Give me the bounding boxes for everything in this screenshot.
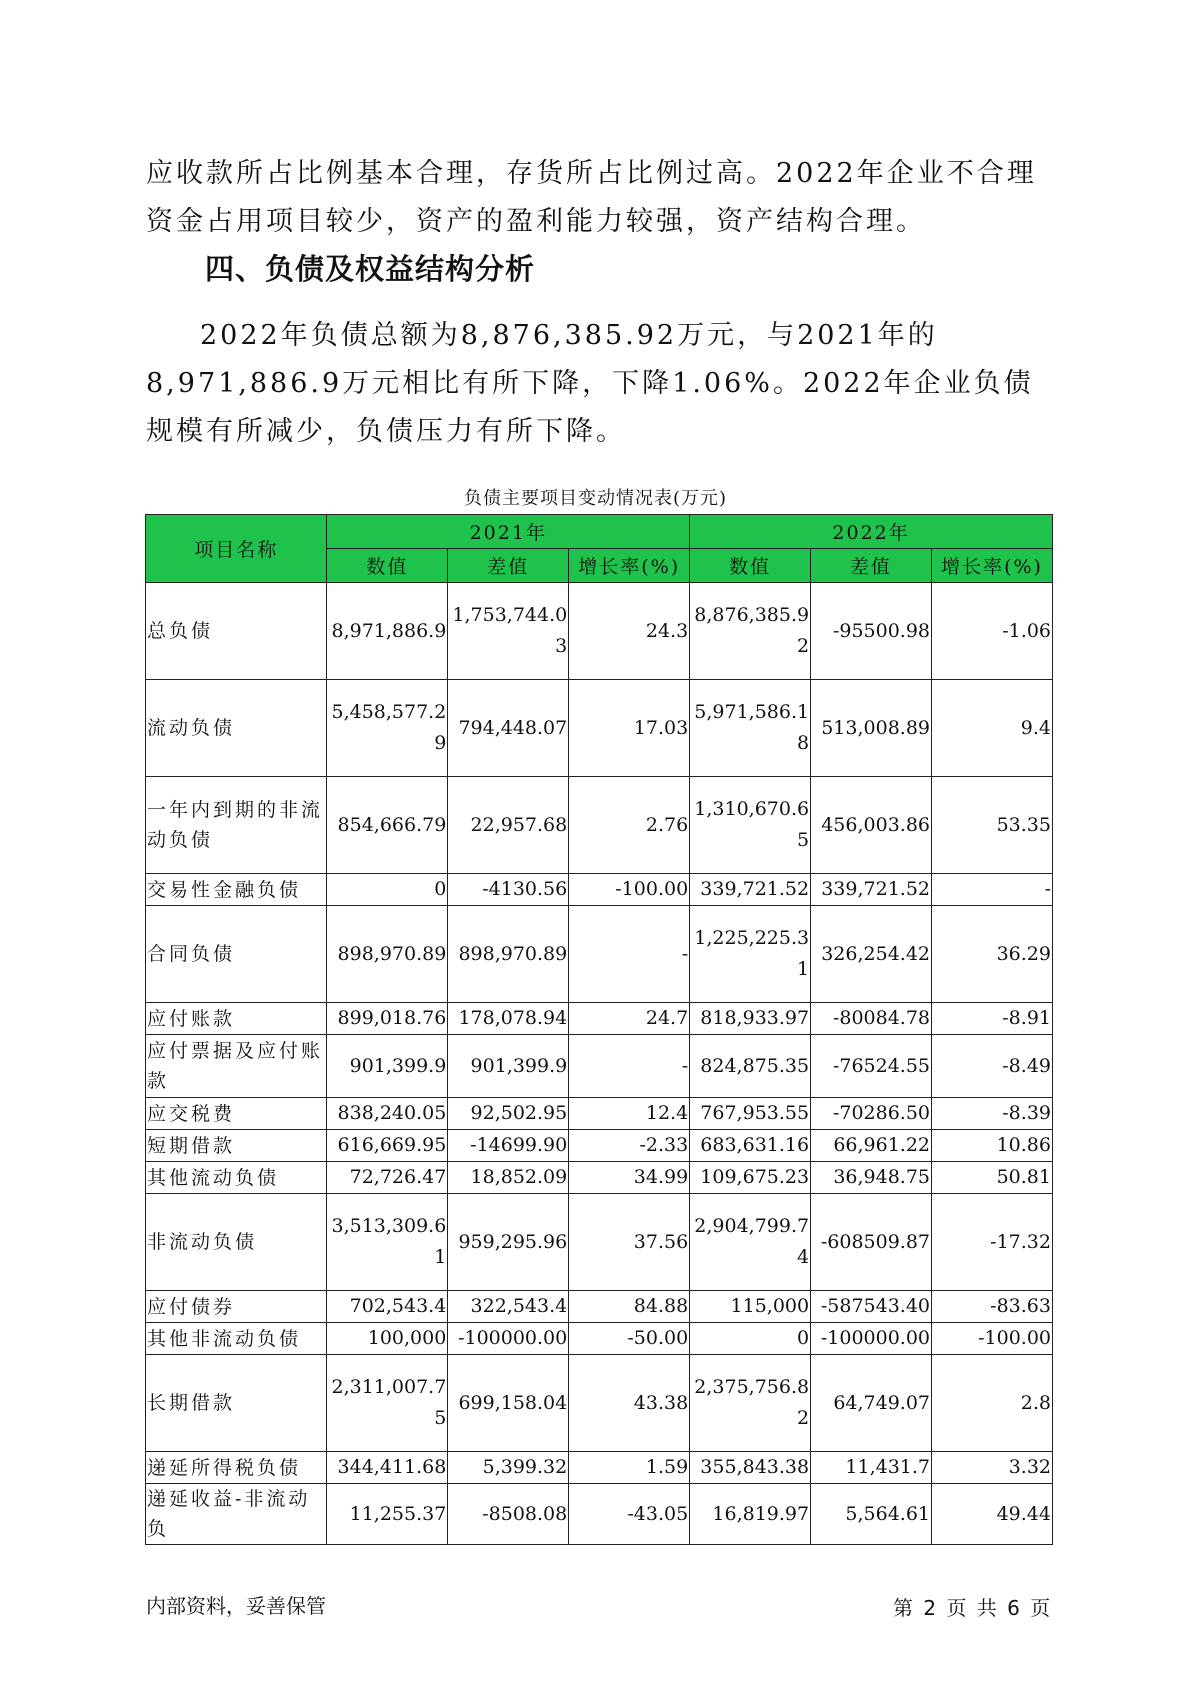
value-2021: 72,726.47 — [327, 1162, 448, 1194]
diff-2021: 18,852.09 — [448, 1162, 569, 1194]
value-2021: 3,513,309.61 — [327, 1194, 448, 1291]
row-name: 短期借款 — [146, 1130, 327, 1162]
value-2022: 2,904,799.74 — [690, 1194, 811, 1291]
value-2021: 344,411.68 — [327, 1452, 448, 1484]
growth-2022: -1.06 — [932, 583, 1053, 680]
value-2022: 683,631.16 — [690, 1130, 811, 1162]
paragraph-liability-summary: 2022年负债总额为8,876,385.92万元，与2021年的8,971,886.9万元相比有所下降，下降1.06%。2022年企业负债规模有所减少，负债压力有所下降。 — [146, 320, 1034, 447]
row-name: 非流动负债 — [146, 1194, 327, 1291]
value-2021: 100,000 — [327, 1323, 448, 1355]
value-2021: 898,970.89 — [327, 906, 448, 1003]
diff-2021: -4130.56 — [448, 874, 569, 906]
diff-2022: 36,948.75 — [811, 1162, 932, 1194]
header-year-2022: 2022年 — [690, 515, 1053, 549]
value-2021: 0 — [327, 874, 448, 906]
growth-2022: -100.00 — [932, 1323, 1053, 1355]
row-name: 合同负债 — [146, 906, 327, 1003]
header-growth-2021: 增长率(%) — [569, 549, 690, 583]
growth-2021: -2.33 — [569, 1130, 690, 1162]
table-row — [146, 680, 1053, 777]
row-name: 总负债 — [146, 583, 327, 680]
value-2021: 11,255.37 — [327, 1484, 448, 1545]
diff-2022: -80084.78 — [811, 1003, 932, 1035]
diff-2021: -8508.08 — [448, 1484, 569, 1545]
growth-2021: 24.7 — [569, 1003, 690, 1035]
diff-2021: 1,753,744.03 — [448, 583, 569, 680]
diff-2021: -14699.90 — [448, 1130, 569, 1162]
table-row — [146, 1484, 1053, 1545]
growth-2022: 3.32 — [932, 1452, 1053, 1484]
growth-2021: - — [569, 906, 690, 1003]
growth-2021: 17.03 — [569, 680, 690, 777]
header-diff-2021: 差值 — [448, 549, 569, 583]
row-name: 递延收益-非流动负 — [146, 1484, 327, 1545]
row-name: 其他非流动负债 — [146, 1323, 327, 1355]
growth-2022: - — [932, 874, 1053, 906]
header-value-2022: 数值 — [690, 549, 811, 583]
growth-2022: -83.63 — [932, 1291, 1053, 1323]
table-row — [146, 1162, 1053, 1194]
value-2021: 838,240.05 — [327, 1098, 448, 1130]
growth-2021: -100.00 — [569, 874, 690, 906]
row-name: 一年内到期的非流动负债 — [146, 777, 327, 874]
value-2022: 818,933.97 — [690, 1003, 811, 1035]
diff-2022: -100000.00 — [811, 1323, 932, 1355]
row-name: 递延所得税负债 — [146, 1452, 327, 1484]
growth-2021: -43.05 — [569, 1484, 690, 1545]
value-2021: 854,666.79 — [327, 777, 448, 874]
diff-2021: 22,957.68 — [448, 777, 569, 874]
diff-2022: -95500.98 — [811, 583, 932, 680]
value-2022: 115,000 — [690, 1291, 811, 1323]
table-row — [146, 1452, 1053, 1484]
growth-2021: 24.3 — [569, 583, 690, 680]
growth-2022: -8.39 — [932, 1098, 1053, 1130]
table-row — [146, 777, 1053, 874]
growth-2022: 2.8 — [932, 1355, 1053, 1452]
liability-table — [145, 514, 1053, 1545]
row-name: 长期借款 — [146, 1355, 327, 1452]
diff-2022: 326,254.42 — [811, 906, 932, 1003]
diff-2021: -100000.00 — [448, 1323, 569, 1355]
growth-2021: 84.88 — [569, 1291, 690, 1323]
value-2022: 0 — [690, 1323, 811, 1355]
section-heading: 四、负债及权益结构分析 — [205, 252, 536, 286]
diff-2021: 5,399.32 — [448, 1452, 569, 1484]
growth-2022: 50.81 — [932, 1162, 1053, 1194]
value-2021: 702,543.4 — [327, 1291, 448, 1323]
row-name: 交易性金融负债 — [146, 874, 327, 906]
growth-2022: 49.44 — [932, 1484, 1053, 1545]
growth-2021: - — [569, 1035, 690, 1098]
paragraph-asset-structure: 应收款所占比例基本合理，存货所占比例过高。2022年企业不合理资金占用项目较少，资产的盈利能力较强，资产结构合理。 — [146, 158, 1037, 237]
diff-2021: 794,448.07 — [448, 680, 569, 777]
diff-2022: -76524.55 — [811, 1035, 932, 1098]
header-value-2021: 数值 — [327, 549, 448, 583]
table-row — [146, 874, 1053, 906]
value-2022: 1,310,670.65 — [690, 777, 811, 874]
table-row — [146, 1035, 1053, 1098]
value-2022: 5,971,586.18 — [690, 680, 811, 777]
diff-2022: 64,749.07 — [811, 1355, 932, 1452]
growth-2021: 1.59 — [569, 1452, 690, 1484]
value-2021: 5,458,577.29 — [327, 680, 448, 777]
growth-2021: 34.99 — [569, 1162, 690, 1194]
diff-2022: 456,003.86 — [811, 777, 932, 874]
table-row — [146, 1003, 1053, 1035]
header-diff-2022: 差值 — [811, 549, 932, 583]
diff-2021: 959,295.96 — [448, 1194, 569, 1291]
value-2022: 824,875.35 — [690, 1035, 811, 1098]
value-2022: 355,843.38 — [690, 1452, 811, 1484]
growth-2022: 36.29 — [932, 906, 1053, 1003]
row-name: 应付票据及应付账款 — [146, 1035, 327, 1098]
diff-2021: 322,543.4 — [448, 1291, 569, 1323]
growth-2022: -8.49 — [932, 1035, 1053, 1098]
value-2022: 1,225,225.31 — [690, 906, 811, 1003]
growth-2022: -8.91 — [932, 1003, 1053, 1035]
value-2021: 8,971,886.9 — [327, 583, 448, 680]
growth-2021: 43.38 — [569, 1355, 690, 1452]
growth-2021: 12.4 — [569, 1098, 690, 1130]
table-row — [146, 1098, 1053, 1130]
diff-2022: 66,961.22 — [811, 1130, 932, 1162]
diff-2021: 92,502.95 — [448, 1098, 569, 1130]
growth-2022: 10.86 — [932, 1130, 1053, 1162]
table-row — [146, 1323, 1053, 1355]
value-2021: 901,399.9 — [327, 1035, 448, 1098]
table-caption: 负债主要项目变动情况表(万元) — [463, 488, 728, 509]
value-2022: 339,721.52 — [690, 874, 811, 906]
table-row — [146, 1291, 1053, 1323]
growth-2021: -50.00 — [569, 1323, 690, 1355]
value-2021: 2,311,007.75 — [327, 1355, 448, 1452]
diff-2021: 699,158.04 — [448, 1355, 569, 1452]
page-number: 第 2 页 共 6 页 — [893, 1596, 1053, 1620]
value-2022: 2,375,756.82 — [690, 1355, 811, 1452]
diff-2021: 898,970.89 — [448, 906, 569, 1003]
row-name: 应付账款 — [146, 1003, 327, 1035]
row-name: 应付债券 — [146, 1291, 327, 1323]
diff-2021: 901,399.9 — [448, 1035, 569, 1098]
row-name: 流动负债 — [146, 680, 327, 777]
diff-2022: 339,721.52 — [811, 874, 932, 906]
growth-2021: 2.76 — [569, 777, 690, 874]
footer-confidential-note: 内部资料，妥善保管 — [146, 1594, 326, 1618]
table-row — [146, 1355, 1053, 1452]
table-row — [146, 583, 1053, 680]
table-row — [146, 1194, 1053, 1291]
growth-2022: -17.32 — [932, 1194, 1053, 1291]
value-2022: 767,953.55 — [690, 1098, 811, 1130]
growth-2021: 37.56 — [569, 1194, 690, 1291]
value-2022: 109,675.23 — [690, 1162, 811, 1194]
growth-2022: 53.35 — [932, 777, 1053, 874]
header-year-2021: 2021年 — [327, 515, 690, 549]
value-2021: 616,669.95 — [327, 1130, 448, 1162]
table-row — [146, 906, 1053, 1003]
diff-2022: 5,564.61 — [811, 1484, 932, 1545]
diff-2022: -608509.87 — [811, 1194, 932, 1291]
value-2022: 16,819.97 — [690, 1484, 811, 1545]
diff-2021: 178,078.94 — [448, 1003, 569, 1035]
value-2021: 899,018.76 — [327, 1003, 448, 1035]
row-name: 其他流动负债 — [146, 1162, 327, 1194]
diff-2022: 513,008.89 — [811, 680, 932, 777]
header-item-name: 项目名称 — [146, 515, 327, 583]
header-growth-2022: 增长率(%) — [932, 549, 1053, 583]
row-name: 应交税费 — [146, 1098, 327, 1130]
diff-2022: -587543.40 — [811, 1291, 932, 1323]
diff-2022: -70286.50 — [811, 1098, 932, 1130]
table-row — [146, 1130, 1053, 1162]
diff-2022: 11,431.7 — [811, 1452, 932, 1484]
growth-2022: 9.4 — [932, 680, 1053, 777]
value-2022: 8,876,385.92 — [690, 583, 811, 680]
